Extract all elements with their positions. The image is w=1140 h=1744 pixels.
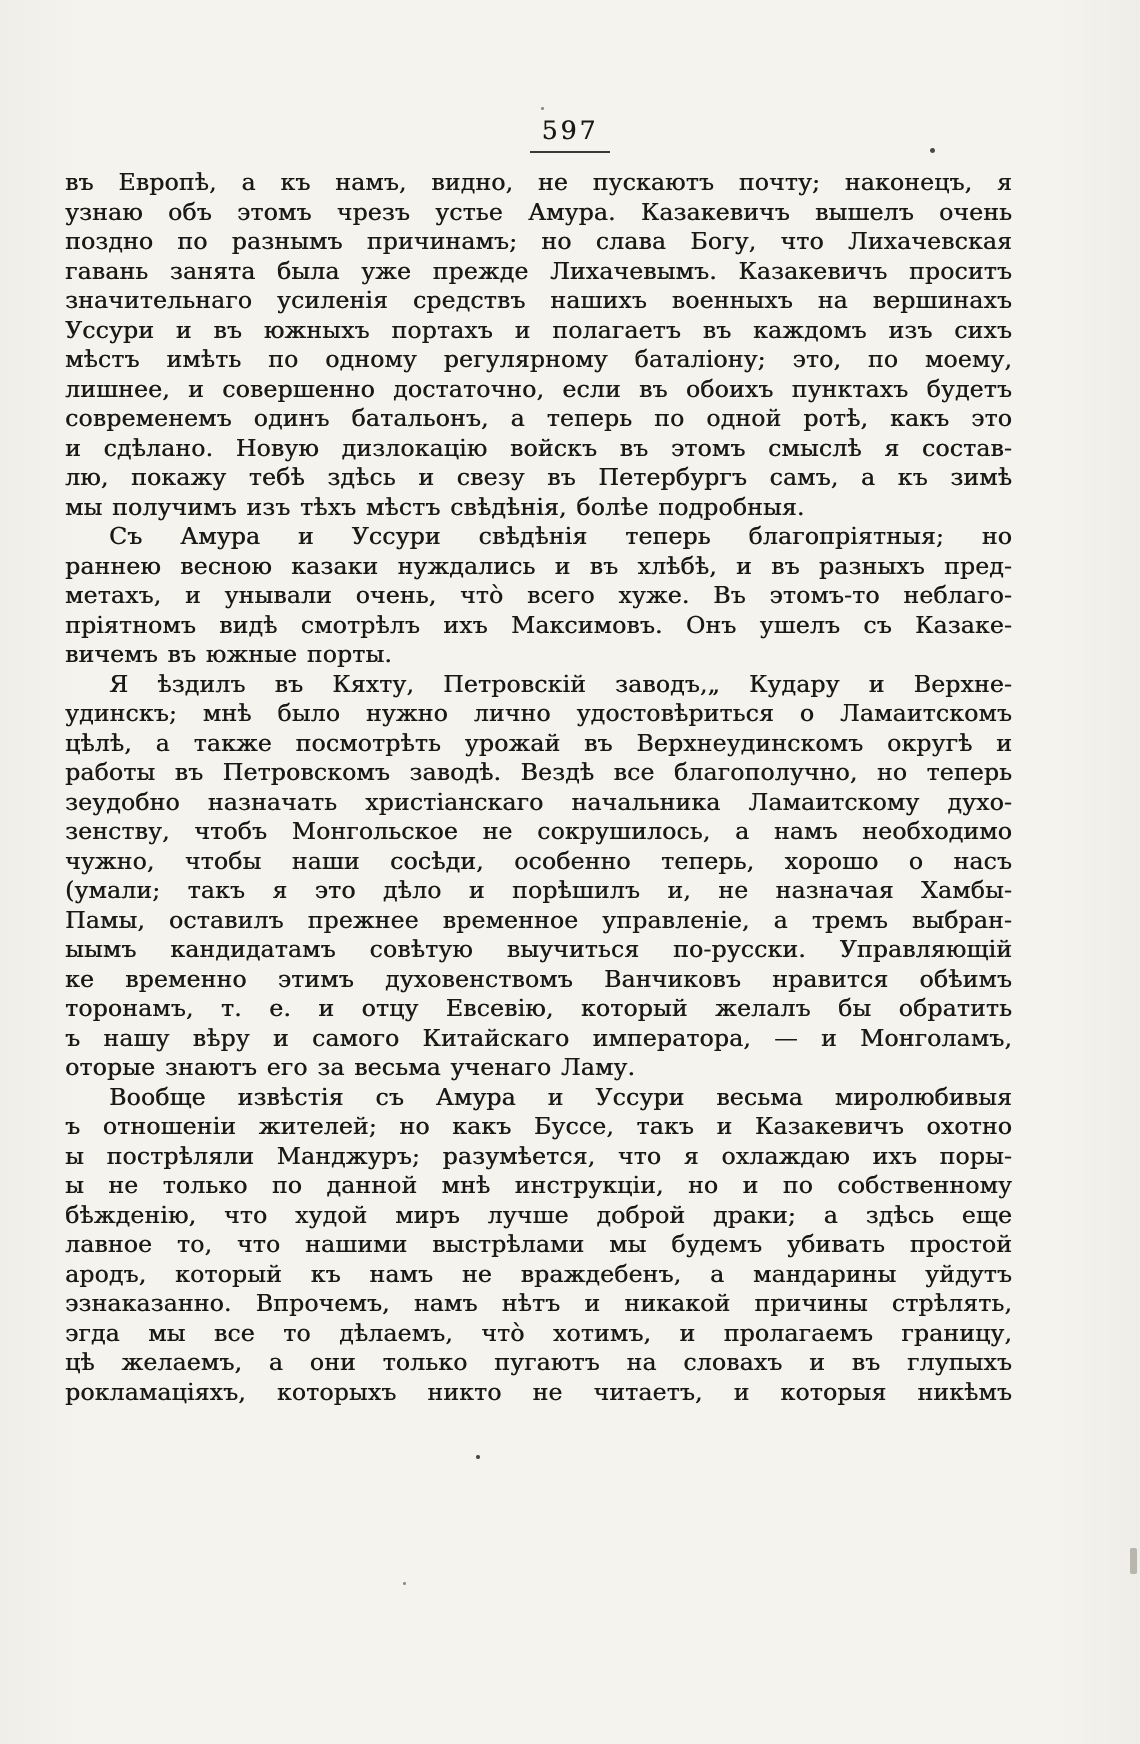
text-line: цѣ желаемъ, а они только пугаютъ на словахъ и въ глупыхъ	[65, 1348, 1012, 1376]
text-line: ъ отношеніи жителей; но какъ Буссе, такъ и Казакевичъ охотно	[65, 1112, 1012, 1140]
text-line: въ Европѣ, а къ намъ, видно, не пускаютъ почту; наконецъ, я	[65, 168, 1012, 196]
page-header	[0, 0, 1140, 153]
text-line: ы пострѣляли Манджуръ; разумѣется, что я охлаждаю ихъ поры-	[65, 1141, 1012, 1170]
text-line: метахъ, и унывали очень, что̀ всего хуже. Въ этомъ-то неблаго-	[65, 581, 1012, 609]
text-line: пріятномъ видѣ смотрѣлъ ихъ Максимовъ. Онъ ушелъ съ Казаке-	[65, 610, 1012, 639]
text-line: бѣжденію, что худой миръ лучше доброй драки; а здѣсь еще	[65, 1200, 1012, 1229]
text-line: Съ Амура и Уссури свѣдѣнія теперь благопріятныя; но	[109, 522, 1012, 550]
text-line: и сдѣлано. Новую дизлокацію войскъ въ этомъ смыслѣ я состав-	[65, 433, 1012, 462]
text-line: чужно, чтобы наши сосѣди, особенно теперь, хорошо о насъ	[65, 846, 1012, 875]
text-line: гавань занята была уже прежде Лихачевымъ. Казакевичъ проситъ	[65, 256, 1012, 285]
page-text	[65, 168, 1012, 1407]
text-line: эзнаказанно. Впрочемъ, намъ нѣтъ и никакой причины стрѣлять,	[65, 1289, 1012, 1317]
text-line: (умали; такъ я это дѣло и порѣшилъ и, не назначая Хамбы-	[65, 876, 1012, 904]
text-line: эгда мы все то дѣлаемъ, что̀ хотимъ, и пролагаемъ границу,	[65, 1318, 1012, 1347]
text-line: значительнаго усиленія средствъ нашихъ военныхъ на вершинахъ	[65, 286, 1012, 314]
page-number-underline	[530, 151, 610, 153]
paragraph	[65, 670, 1012, 1083]
text-line: лишнее, и совершенно достаточно, если въ обоихъ пунктахъ будетъ	[65, 374, 1012, 403]
page-number: 597	[541, 116, 599, 145]
text-line: удинскъ; мнѣ было нужно лично удостовѣриться о Ламаитскомъ	[65, 699, 1012, 727]
text-line: зеудобно назначать христіанскаго начальника Ламаитскому духо-	[65, 787, 1012, 816]
text-line: ыымъ кандидатамъ совѣтую выучиться по-русски. Управляющій	[65, 935, 1012, 963]
text-line: Уссури и въ южныхъ портахъ и полагаетъ въ каждомъ изъ сихъ	[65, 315, 1012, 344]
text-line: вичемъ въ южные порты.	[65, 640, 392, 668]
text-line: мѣстъ имѣть по одному регулярному баталіону; это, по моему,	[65, 345, 1012, 373]
text-line: оторые знаютъ его за весьма ученаго Ламу.	[65, 1053, 636, 1081]
text-line: Памы, оставилъ прежнее временное управленіе, а тремъ выбран-	[65, 905, 1012, 934]
text-line: ке временно этимъ духовенствомъ Ванчиковъ нравится обѣимъ	[65, 964, 1012, 993]
paragraph	[65, 168, 1012, 522]
text-line: рокламаціяхъ, которыхъ никто не читаетъ, и которыя никѣмъ	[65, 1377, 1012, 1406]
text-line: Вообще извѣстія съ Амура и Уссури весьма миролюбивыя	[109, 1082, 1012, 1111]
text-line: ы не только по данной мнѣ инструкціи, но и по собственному	[65, 1171, 1012, 1199]
scan-speck	[476, 1455, 480, 1459]
scan-edge-artifact	[1130, 1548, 1137, 1574]
text-line: мы получимъ изъ тѣхъ мѣстъ свѣдѣнія, болѣе подробныя.	[65, 492, 805, 521]
text-line: работы въ Петровскомъ заводѣ. Вездѣ все благополучно, но теперь	[65, 758, 1012, 786]
scan-speck	[930, 148, 935, 153]
text-line: современемъ одинъ батальонъ, а теперь по одной ротѣ, какъ это	[65, 404, 1012, 432]
scan-speck	[403, 1582, 406, 1585]
paragraph	[65, 1083, 1012, 1408]
text-line: зенству, чтобъ Монгольское не сокрушилось, а намъ необходимо	[65, 817, 1012, 845]
text-line: Я ѣздилъ въ Кяхту, Петровскій заводъ,„ Кудару и Верхне-	[109, 669, 1012, 698]
text-line: ародъ, который къ намъ не враждебенъ, а мандарины уйдутъ	[65, 1259, 1012, 1288]
text-line: лавное то, что нашими выстрѣлами мы будемъ убивать простой	[65, 1230, 1012, 1258]
text-line: ъ нашу вѣру и самого Китайскаго императора, — и Монголамъ,	[65, 1023, 1012, 1052]
text-line: узнаю объ этомъ чрезъ устье Амура. Казакевичъ вышелъ очень	[65, 197, 1012, 226]
text-line: поздно по разнымъ причинамъ; но слава Богу, что Лихачевская	[65, 227, 1012, 255]
text-line: торонамъ, т. е. и отцу Евсевію, который желалъ бы обратить	[65, 994, 1012, 1022]
text-line: раннею весною казаки нуждались и въ хлѣбѣ, и въ разныхъ пред-	[65, 551, 1012, 580]
paragraph	[65, 522, 1012, 670]
scan-speck	[541, 107, 544, 110]
text-line: цѣлѣ, а также посмотрѣть урожай въ Верхнеудинскомъ округѣ и	[65, 728, 1012, 757]
text-line: лю, покажу тебѣ здѣсь и свезу въ Петербургъ самъ, а къ зимѣ	[65, 463, 1012, 491]
